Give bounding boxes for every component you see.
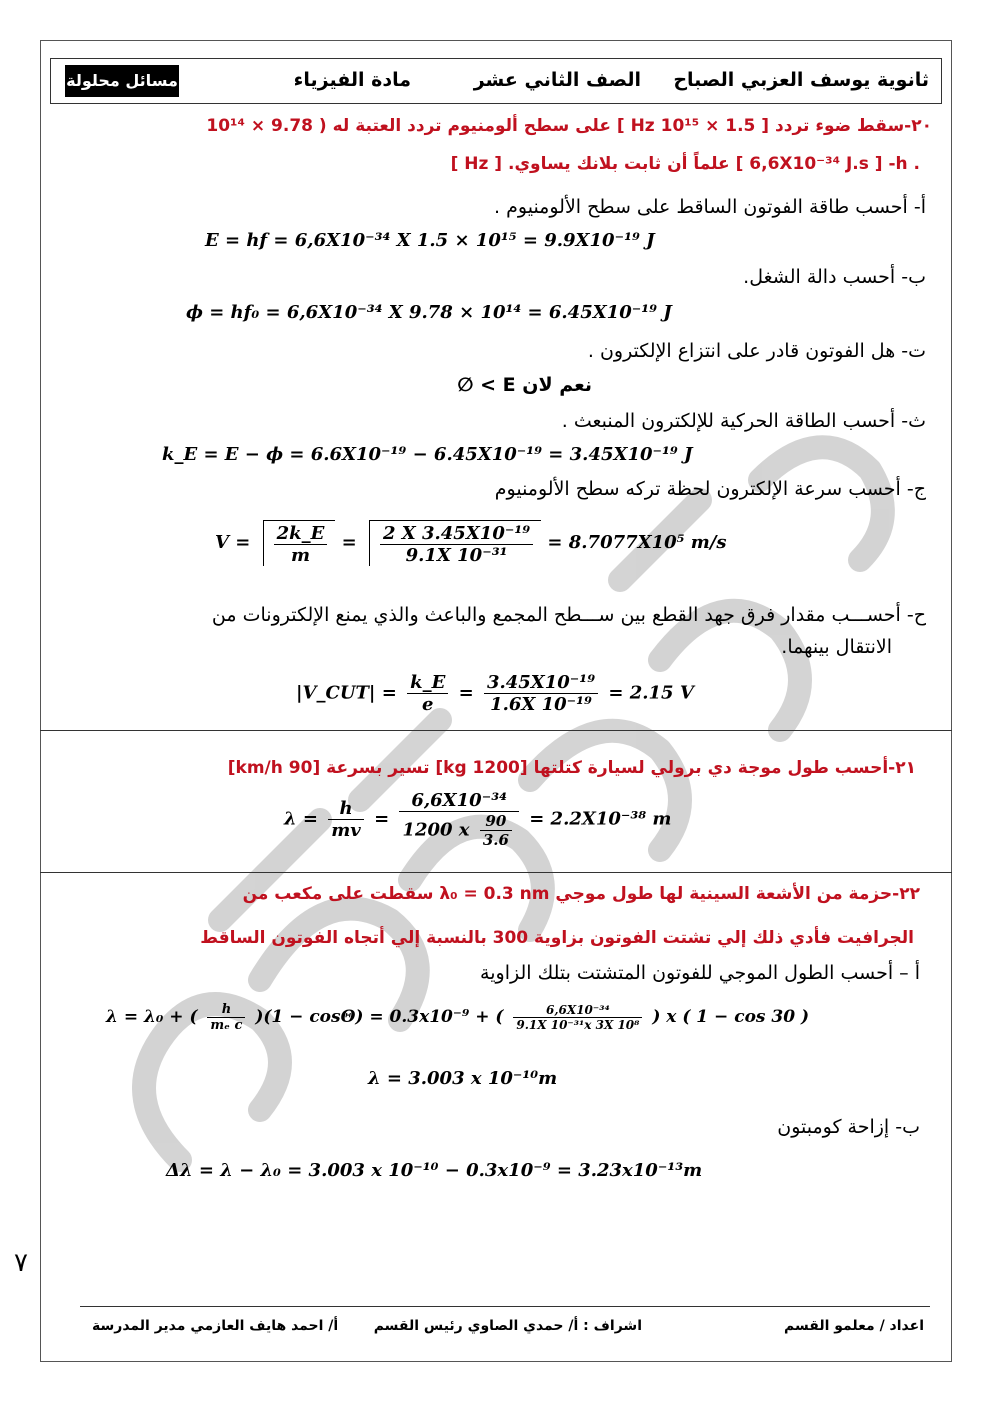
mass-value: 1200 x (402, 819, 470, 841)
page-header (50, 58, 942, 104)
footer-supervision: اشراف : أ/ حمدي الصاوي رئيس القسم (373, 1318, 642, 1334)
divider-2 (40, 872, 952, 873)
numerator: 3.45X10⁻¹⁹ (484, 672, 598, 694)
lambda-lhs: λ = (284, 808, 318, 830)
denominator: mv (331, 820, 361, 841)
q20-part-a-label: أ- أحسب طاقة الفوتون الساقط على سطح الألومنيوم . (494, 196, 926, 218)
compton-part2: )(1 − cosΘ) = 0.3x10⁻⁹ + ( (255, 1007, 504, 1027)
fraction-numeric (380, 523, 533, 566)
numerator: h (328, 798, 364, 820)
sqrt-2 (369, 520, 541, 566)
fraction-numeric (484, 672, 598, 715)
denominator: mₑ c (210, 1018, 243, 1033)
numerator: 2 X 3.45X10⁻¹⁹ (380, 523, 533, 545)
speed-fraction (480, 812, 512, 849)
numerator: 6,6X10⁻³⁴ (513, 1003, 642, 1018)
q20-part-f-equation: |V_CUT| = $\frac{k\_E}{e}$ = $\frac{\text{3.45X10⁻¹⁹}}{\text{1.6X 10⁻¹⁹}}$ = 2.15 V (296, 672, 694, 715)
q20-part-b-label: ب- أحسب دالة الشغل. (743, 266, 926, 288)
q20-part-d-equation: k_E = E − ϕ = 6.6X10⁻¹⁹ − 6.45X10⁻¹⁹ = 3.45X10⁻¹⁹ J (162, 444, 693, 465)
q22-part-a-label: أ – أحسب الطول الموجي للفوتون المتشتت بتلك الزاوية (480, 962, 920, 984)
fraction-h-over-mc (207, 1002, 245, 1033)
divider-1 (40, 730, 952, 731)
q20-part-f-label-line2: الانتقال بينهما. (781, 636, 892, 658)
q20-part-e-label: ج- أحسب سرعة الإلكترون لحظة تركه سطح الألومنيوم (494, 478, 926, 500)
footer-divider (80, 1306, 930, 1307)
lambda-result: = 2.2X10⁻³⁸ m (529, 808, 672, 830)
q20-part-d-label: ث- أحسب الطاقة الحركية للإلكترون المنبعث . (561, 410, 926, 432)
q20-part-e-equation: V = $\frac{2k\_E}{m}$ = $\frac{\text{2 X 3.45X10⁻¹⁹}}{\text{9.1X 10⁻³¹}}$ = 8.7077X10⁵ m/s (215, 520, 727, 566)
page-number: ٧ (14, 1248, 28, 1278)
q22-part-a-equation (106, 1002, 809, 1033)
denominator: 1.6X 10⁻¹⁹ (490, 694, 592, 715)
fraction-h-over-mv (328, 798, 364, 841)
q22-title-line2: الجرافيت فأدي ذلك إلي تشتت الفوتون بزاوية 300 بالنسبة إلي أتجاه الفوتون الساقط (200, 928, 914, 948)
sqrt-1 (263, 520, 336, 566)
denominator (399, 812, 519, 849)
fraction-numeric (513, 1003, 642, 1032)
q20-part-b-equation: ϕ = hf₀ = 6,6X10⁻³⁴ X 9.78 × 10¹⁴ = 6.45X10⁻¹⁹ J (186, 302, 672, 323)
grade-label: الصف الثاني عشر (473, 69, 641, 91)
denominator: m (290, 545, 310, 566)
vcut-lhs: |V_CUT| = (296, 682, 397, 704)
q20-part-c-answer: نعم لان E > ∅ (457, 374, 592, 396)
footer-principal: أ/ احمد هايف العازمي مدير المدرسة (92, 1318, 339, 1334)
velocity-lhs: V = (215, 532, 251, 553)
numerator: k_E (407, 672, 448, 694)
q20-line2: [ Hz ] .علماً أن ثابت بلانك يساوي [ 6,6X10⁻³⁴ J.s ] -h . (450, 154, 920, 174)
q22-part-b-equation: Δλ = λ − λ₀ = 3.003 x 10⁻¹⁰ − 0.3x10⁻⁹ = 3.23x10⁻¹³m (166, 1160, 703, 1181)
numerator: 6,6X10⁻³⁴ (399, 790, 519, 812)
compton-part1: λ = λ₀ + ( (106, 1007, 198, 1027)
fraction-kE-over-e (407, 672, 448, 715)
q21-title: ٢١-أحسب طول موجة دي برولي لسيارة كتلتها [1200 kg] تسير بسرعة [90 km/h] (227, 758, 916, 778)
vcut-result: = 2.15 V (608, 682, 694, 704)
fraction-2kE-over-m (274, 523, 328, 566)
q20-part-a-equation: E = hf = 6,6X10⁻³⁴ X 1.5 × 10¹⁵ = 9.9X10⁻¹⁹ J (205, 230, 655, 251)
numerator: 2k_E (274, 523, 328, 545)
q22-part-b-label: ب- إزاحة كومبتون (777, 1116, 920, 1138)
numerator: h (207, 1002, 245, 1018)
q22-part-a-result: λ = 3.003 x 10⁻¹⁰m (368, 1068, 558, 1089)
q20-part-f-label-line1: ح- أحســـب مقدار فرق جهد القطع بين ســـطح المجمع والباعث والذي يمنع الإلكترونات من (211, 604, 926, 626)
q22-title-line1: ٢٢-حزمة من الأشعة السينية لها طول موجي λ₀ = 0.3 nm سقطت على مكعب من (242, 884, 920, 904)
subject-label: مادة الفيزياء (293, 69, 411, 91)
q20-line1: ٢٠-سقط ضوء تردد [ 1.5 × 10¹⁵ Hz ] على سطح ألومنيوم تردد العتبة له ( 9.78 × 10¹⁴ (206, 116, 932, 136)
denominator: e (421, 694, 434, 715)
solved-problems-badge: مسائل محلولة (65, 65, 179, 97)
footer-prepared-by: اعداد / معلمو القسم (784, 1318, 924, 1334)
numerator: 90 (480, 812, 512, 831)
q20-part-c-label: ت- هل الفوتون قادر على انتزاع الإلكترون . (587, 340, 926, 362)
compton-part3: ) x ( 1 − cos 30 ) (652, 1007, 810, 1027)
q21-equation: λ = $\frac{h}{mv}$ = 6,6X10⁻³⁴ 1200 x $\frac{90}{3.6}$ = 2.2X10⁻³⁸ m (284, 790, 672, 849)
denominator: 9.1X 10⁻³¹ (405, 545, 508, 566)
denominator: 9.1X 10⁻³¹x 3X 10⁸ (516, 1018, 640, 1032)
school-name: ثانوية يوسف العزبي الصباح (673, 69, 929, 91)
denominator: 3.6 (482, 831, 509, 849)
velocity-result: = 8.7077X10⁵ m/s (547, 532, 727, 553)
fraction-numeric (399, 790, 519, 849)
